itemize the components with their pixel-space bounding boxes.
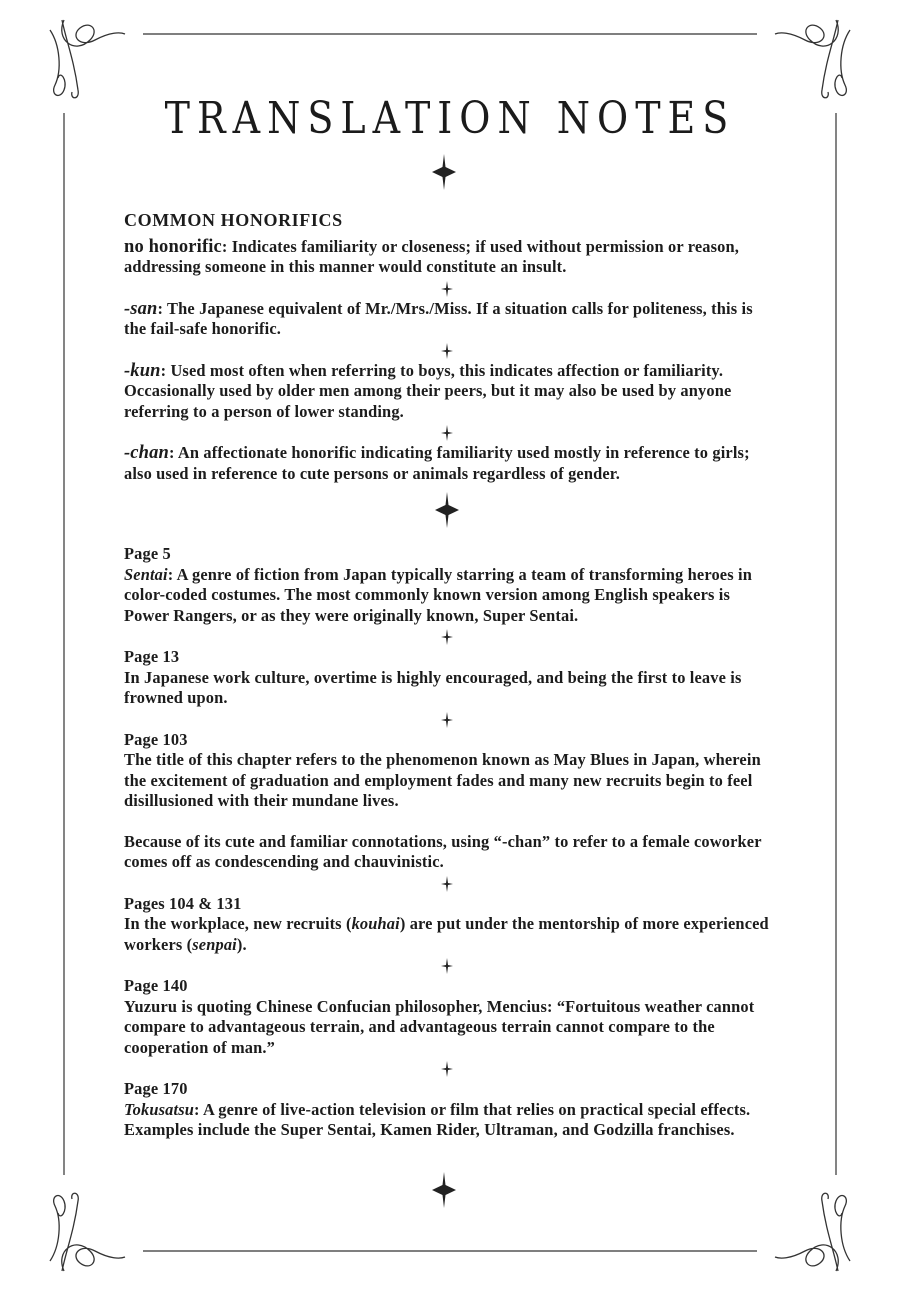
note-page-label: Pages 104 & 131 <box>124 893 242 913</box>
honorific-desc: : An affectionate honorific indicating familiarity used mostly in reference to girls; also used in reference to cute persons or animals regardless of gender. <box>124 443 750 483</box>
note-term: senpai <box>192 934 237 954</box>
note-page-label: Page 13 <box>124 647 180 666</box>
divider-star-icon <box>124 626 769 647</box>
divider-star-icon <box>124 873 769 894</box>
honorific-item <box>124 299 769 340</box>
note-text: In the workplace, new recruits ( <box>124 914 352 933</box>
note-page-103 <box>124 730 769 873</box>
ornament-star-icon <box>429 1172 459 1208</box>
honorific-desc: : The Japanese equivalent of Mr./Mrs./Miss. If a situation calls for politeness, this is the fail-safe honorific. <box>124 298 753 338</box>
note-page-140 <box>124 976 769 1058</box>
page-title: TRANSLATION NOTES <box>164 92 736 144</box>
note-page-170 <box>124 1079 769 1141</box>
note-page-13 <box>124 647 769 709</box>
honorific-item <box>124 443 769 484</box>
notes-content <box>124 210 769 1141</box>
note-page-5 <box>124 544 769 626</box>
note-page-label: Page 103 <box>124 729 188 749</box>
note-text: : A genre of fiction from Japan typically starring a team of transforming heroes in color-coded costumes. The most commonly known version among English speakers is Power Rangers, or as they were originally known, Super Sentai. <box>124 564 752 625</box>
corner-flourish <box>50 20 125 98</box>
note-page-label: Page 140 <box>124 976 188 995</box>
honorific-term: -chan <box>124 443 169 463</box>
honorific-term: -san <box>124 298 158 319</box>
note-text: Because of its cute and familiar connotations, using “-chan” to refer to a female coworker comes off as condescending and chauvinistic. <box>124 831 762 871</box>
honorific-desc: : Indicates familiarity or closeness; if used without permission or reason, addressing someone in this manner would constitute an insult. <box>124 236 739 276</box>
honorific-item <box>124 361 769 423</box>
divider-star-icon <box>124 278 769 299</box>
divider-star-icon <box>124 340 769 361</box>
note-page-label: Page 170 <box>124 1079 188 1098</box>
honorific-desc: : Used most often when referring to boys, this indicates affection or familiarity. Occasionally used by older men among their peers, but it may also be used by anyone referring to a person of lower standing. <box>124 360 732 421</box>
honorific-term: no honorific <box>124 236 222 257</box>
ornament-star-icon <box>429 154 459 190</box>
honorific-term: -kun <box>124 360 161 381</box>
honorifics-heading: COMMON HONORIFICS <box>124 210 343 230</box>
note-text: : A genre of live-action television or film that relies on practical special effects. Examples include the Super Sentai, Kamen Rider, Ultraman, and Godzilla franchises. <box>124 1099 751 1139</box>
note-term: kouhai <box>351 914 400 933</box>
note-pages-104-131 <box>124 894 769 956</box>
note-text: The title of this chapter refers to the phenomenon known as May Blues in Japan, wherein the excitement of graduation and employment fades and many new recruits begin to feel disillusioned with their mundane lives. <box>124 750 761 810</box>
note-page-label: Page 5 <box>124 544 171 563</box>
note-text: In Japanese work culture, overtime is highly encouraged, and being the first to leave is frowned upon. <box>124 667 742 707</box>
divider-star-icon <box>124 1058 769 1079</box>
divider-star-icon <box>124 955 769 976</box>
note-text: ) are put under the mentorship of more experienced workers ( <box>124 914 769 954</box>
note-text: ). <box>236 934 247 954</box>
divider-star-icon <box>124 422 769 443</box>
note-text: Yuzuru is quoting Chinese Confucian philosopher, Mencius: “Fortuitous weather cannot compare to advantageous terrain, and advantageous terrain cannot compare to the cooperation of man.” <box>124 996 755 1057</box>
note-term: Tokusatsu <box>124 1099 194 1119</box>
honorific-item <box>124 237 769 278</box>
divider-star-icon <box>124 709 769 730</box>
section-divider-star-icon <box>124 484 769 544</box>
note-term: Sentai <box>124 564 168 584</box>
